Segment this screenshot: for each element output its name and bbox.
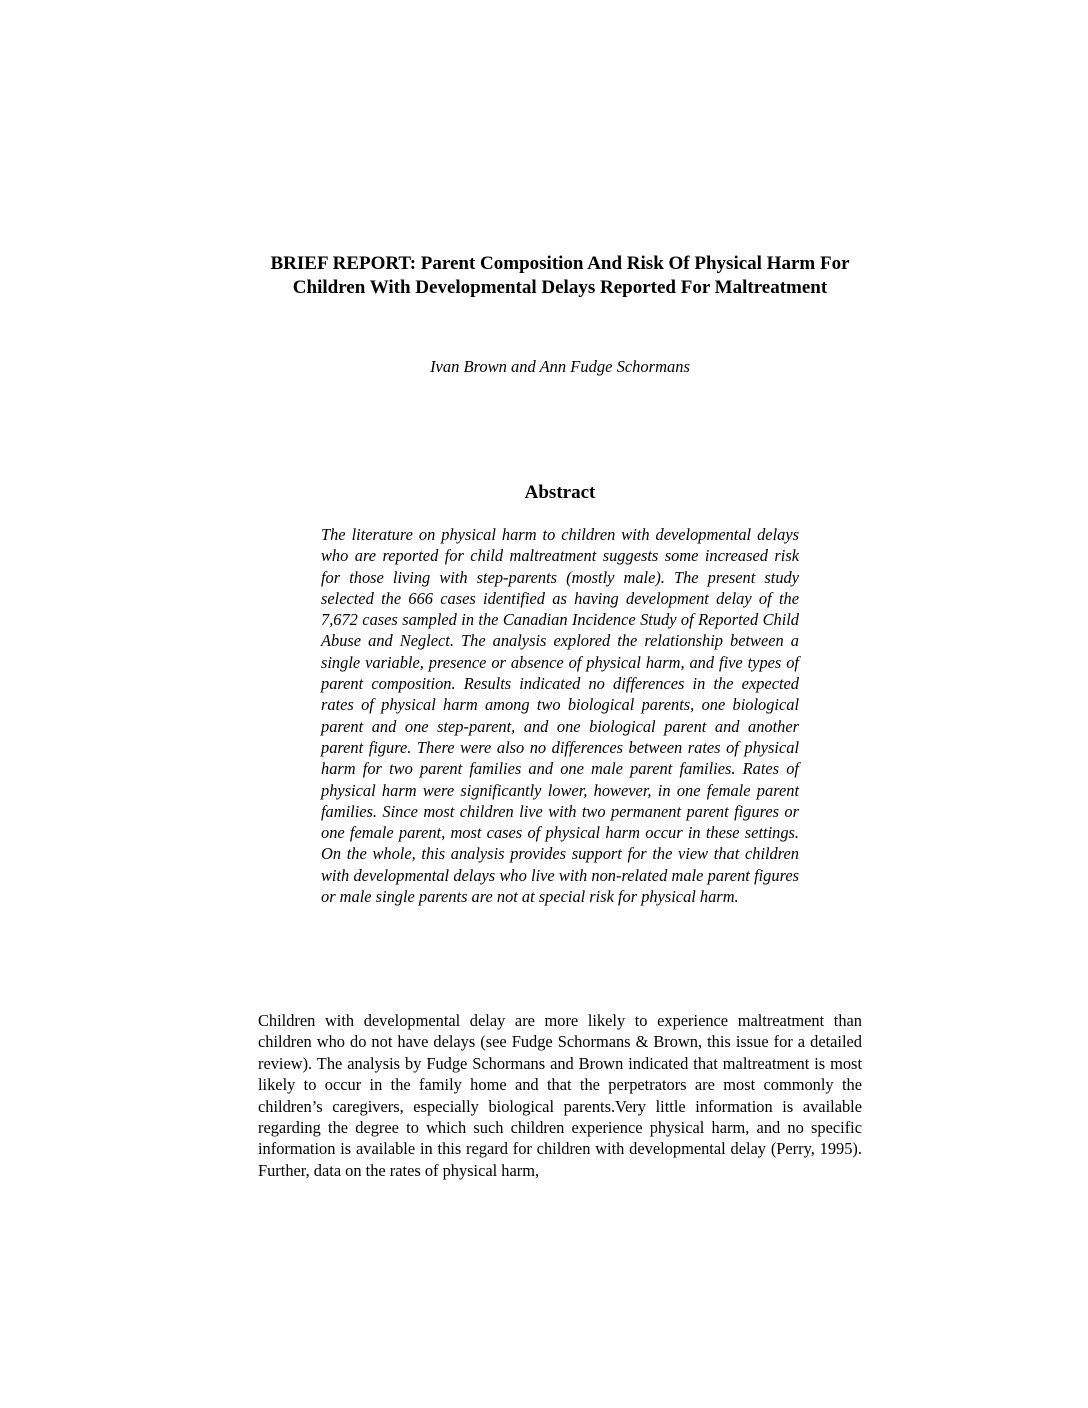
paper-title: BRIEF REPORT: Parent Composition And Risk Of Physical Harm For Children With Developmental Delays Reported For Maltreatment — [270, 253, 850, 298]
paper-authors: Ivan Brown and Ann Fudge Schormans — [430, 357, 690, 376]
body-paragraph: Children with developmental delay are more likely to experience maltreatment than children who do not have delays (see Fudge Schormans & Brown, this issue for a detailed review). The analysis by Fudge Schormans and Brown indicated that maltreatment is most likely to occur in the family home and that the perpetrators are most commonly the children’s caregivers, especially biological parents.Very little information is available regarding the degree to which such children experience physical harm, and no specific information is available in this regard for children with developmental delay (Perry, 1995). Further, data on the rates of physical harm, — [258, 1011, 862, 1180]
abstract-text: The literature on physical harm to children with developmental delays who are reported for child maltreatment suggests some increased risk for those living with step-parents (mostly male). The present study selected the 666 cases identified as having development delay of the 7,672 cases sampled in the Canadian Incidence Study of Reported Child Abuse and Neglect. The analysis explored the relationship between a single variable, presence or absence of physical harm, and five types of parent composition. Results indicated no differences in the expected rates of physical harm among two biological parents, one biological parent and one step-parent, and one biological parent and another parent figure. There were also no differences between rates of physical harm for two parent families and one male parent families. Rates of physical harm were significantly lower, however, in one female parent families. Since most children live with two permanent parent figures or one female parent, most cases of physical harm occur in these settings. On the whole, this analysis provides support for the view that children with developmental delays who live with non-related male parent figures or male single parents are not at special risk for physical harm. — [321, 525, 799, 907]
abstract-heading: Abstract — [524, 482, 596, 503]
